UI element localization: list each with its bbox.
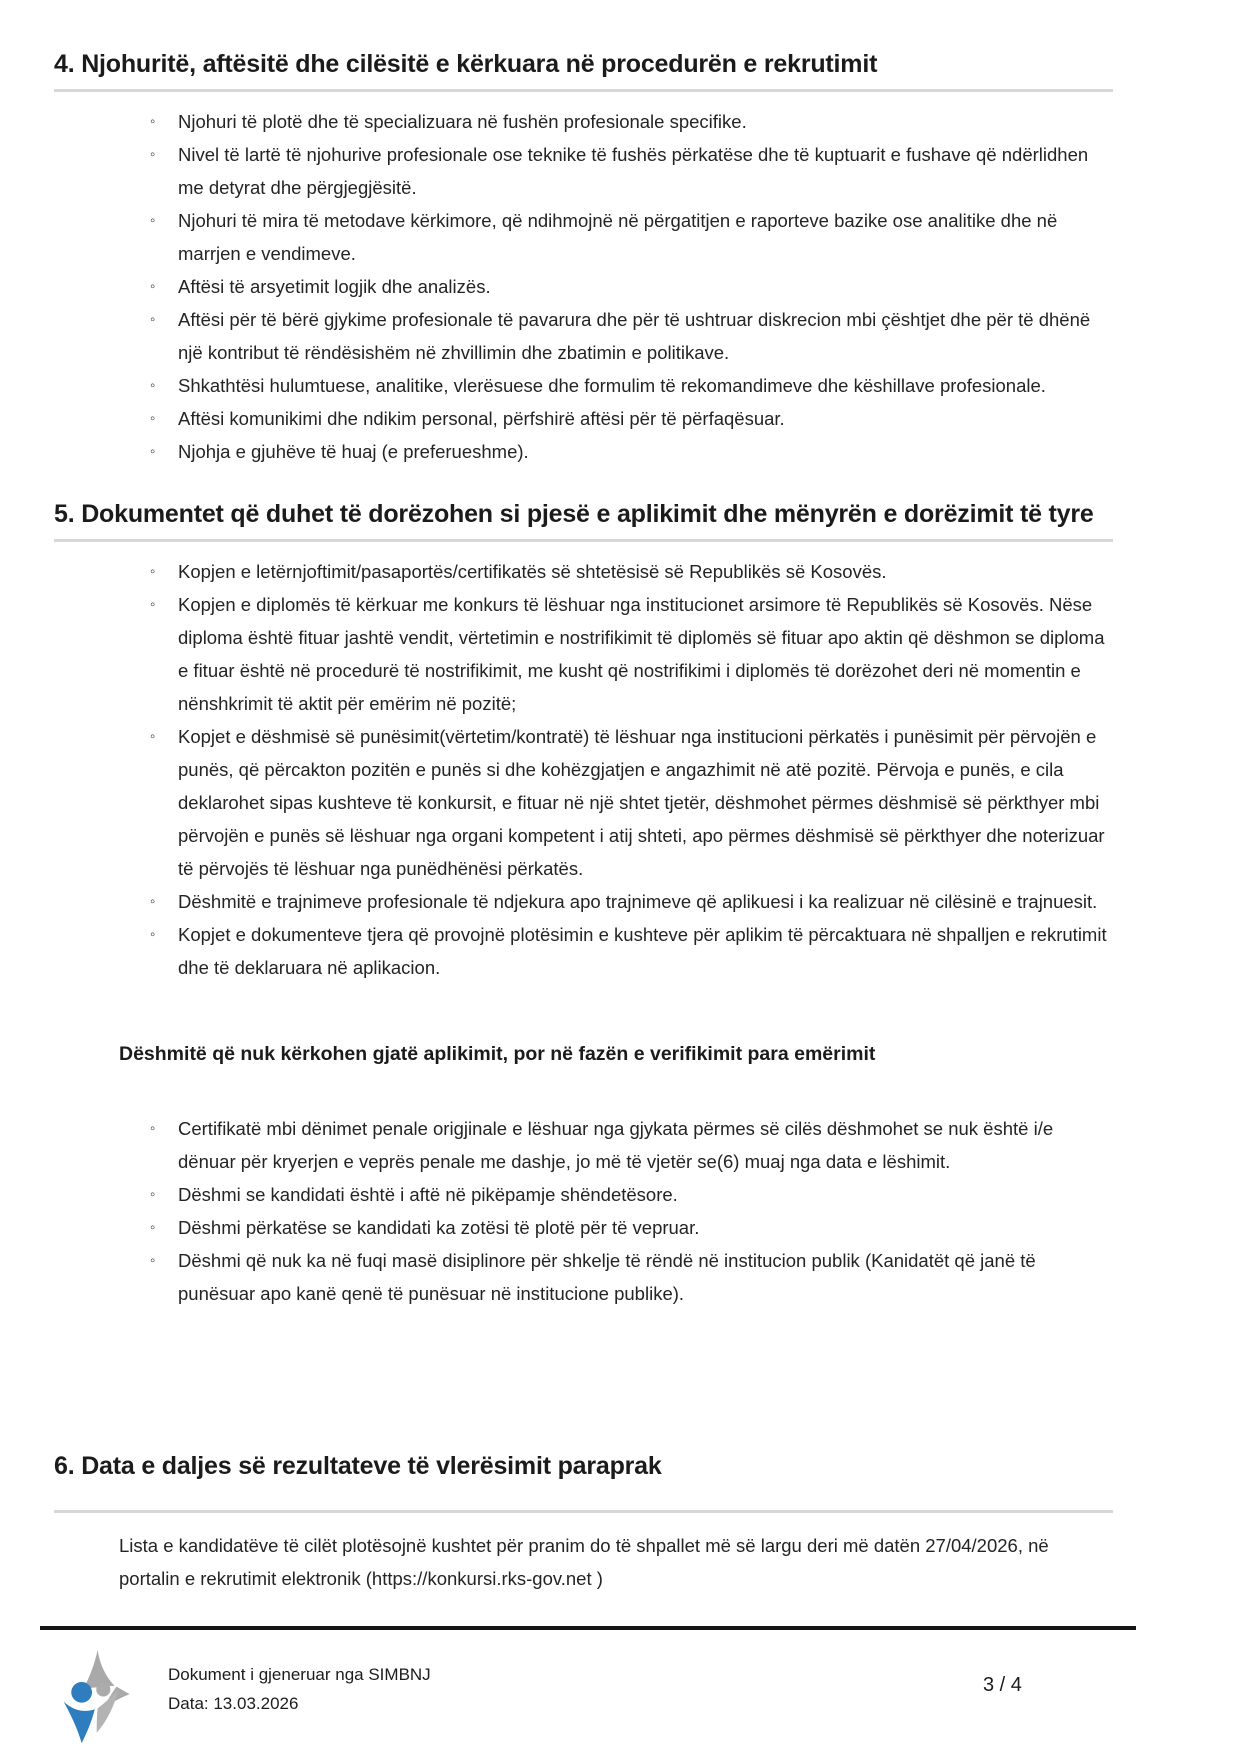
heading-divider	[54, 539, 1113, 542]
bullet-list	[54, 105, 1113, 468]
footer-divider	[40, 1626, 1136, 1630]
bullet-marker-icon: ◦	[150, 926, 156, 943]
section-knowledge-skills	[54, 46, 1113, 468]
bullet-item	[54, 918, 1113, 984]
bullet-marker-icon: ◦	[150, 1186, 156, 1203]
heading-divider	[54, 89, 1113, 92]
section-documents	[54, 496, 1113, 1310]
section-heading: 5. Dokumentet që duhet të dorëzohen si pjesë e aplikimit dhe mënyrën e dorëzimit të tyre	[54, 500, 1094, 528]
footer-row	[0, 1648, 1241, 1746]
bullet-marker-icon: ◦	[150, 311, 156, 328]
bullet-item	[54, 588, 1113, 720]
bullet-marker-icon: ◦	[150, 146, 156, 163]
bullet-list	[54, 555, 1113, 984]
bullet-text: Shkathtësi hulumtuese, analitike, vlerësuese dhe formulim të rekomandimeve dhe këshillave profesionale.	[178, 375, 1046, 396]
bullet-marker-icon: ◦	[150, 1252, 156, 1269]
bullet-text: Kopjet e dokumenteve tjera që provojnë plotësimin e kushteve për aplikim të përcaktuara në shpalljen e rekrutimit dhe të deklaruara në aplikacion.	[178, 924, 1107, 978]
bullet-item	[54, 369, 1113, 402]
bullet-text: Dëshmi përkatëse se kandidati ka zotësi të plotë për të vepruar.	[178, 1217, 700, 1238]
bullet-item	[54, 270, 1113, 303]
bullet-text: Certifikatë mbi dënimet penale origjinale e lëshuar nga gjykata përmes së cilës dëshmohet se nuk është i/e dënuar për kryerjen e veprës penale me dashje, jo më të vjetër se(6) muaj nga data e lëshimit.	[178, 1118, 1054, 1172]
verification-bullet-list	[54, 1112, 1113, 1310]
bullet-marker-icon: ◦	[150, 113, 156, 130]
bullet-text: Kopjet e dëshmisë së punësimit(vërtetim/kontratë) të lëshuar nga institucioni përkatës i punësimit për përvojën e punës, që përcakton pozitën e punës si dhe kohëzgjatjen e angazhimit në atë pozitë. Përvoja e punës, e cila deklarohet sipas kushteve të konkursit, e fituar në një shtet tjetër, dëshmohet përmes dëshmisë së përkthyer mbi përvojën e punës së lëshuar nga organi kompetent i atij shteti, apo përmes dëshmisë së përkthyer dhe noterizuar të përvojës të lëshuar nga punëdhënësi përkatës.	[178, 726, 1105, 879]
bullet-text: Aftësi për të bërë gjykime profesionale të pavarura dhe për të ushtruar diskrecion mbi çështjet dhe për të dhënë një kontribut të rëndësishëm në zhvillimin dhe zbatimin e politikave.	[178, 309, 1091, 363]
bullet-item	[54, 204, 1113, 270]
bullet-item	[54, 105, 1113, 138]
bullet-item	[54, 435, 1113, 468]
bullet-marker-icon: ◦	[150, 893, 156, 910]
bullet-item	[54, 555, 1113, 588]
bullet-text: Aftësi komunikimi dhe ndikim personal, përfshirë aftësi për të përfaqësuar.	[178, 408, 785, 429]
bullet-text: Dëshmi se kandidati është i aftë në pikëpamje shëndetësore.	[178, 1184, 678, 1205]
bullet-text: Nivel të lartë të njohurive profesionale ose teknike të fushës përkatëse dhe të kuptuarit e fushave që ndërlidhen me detyrat dhe përgjegjësitë.	[178, 144, 1089, 198]
bullet-item	[54, 1178, 1113, 1211]
section-heading: 6. Data e daljes së rezultateve të vlerësimit paraprak	[54, 1452, 662, 1480]
bullet-item	[54, 138, 1113, 204]
bullet-item	[54, 885, 1113, 918]
bullet-marker-icon: ◦	[150, 377, 156, 394]
simbnj-logo	[54, 1648, 130, 1746]
bullet-text: Njohja e gjuhëve të huaj (e preferueshme).	[178, 441, 529, 462]
bullet-item	[54, 1244, 1113, 1310]
bullet-text: Njohuri të mira të metodave kërkimore, që ndihmojnë në përgatitjen e raporteve bazike ose analitike dhe në marrjen e vendimeve.	[178, 210, 1058, 264]
bullet-marker-icon: ◦	[150, 410, 156, 427]
bullet-text: Kopjen e letërnjoftimit/pasaportës/certifikatës së shtetësisë së Republikës së Kosovës.	[178, 561, 887, 582]
bullet-marker-icon: ◦	[150, 278, 156, 295]
bullet-marker-icon: ◦	[150, 596, 156, 613]
bullet-marker-icon: ◦	[150, 1219, 156, 1236]
bullet-text: Kopjen e diplomës të kërkuar me konkurs të lëshuar nga institucionet arsimore të Republikës së Kosovës. Nëse diploma është fituar jashtë vendit, vërtetimin e nostrifikimit të diplomës së fituar apo aktin që dëshmon se diploma e fituar është në procedurë të nostrifikimit, me kusht që nostrifikimi i diplomës të dorëzohet deri në momentin e nënshkrimit të aktit për emërim në pozitë;	[178, 594, 1105, 714]
bullet-text: Dëshmi që nuk ka në fuqi masë disiplinore për shkelje të rëndë në institucion publik (Kanidatët që janë të punësuar apo kanë qenë të punësuar në institucione publike).	[178, 1250, 1036, 1304]
bullet-item	[54, 402, 1113, 435]
bullet-text: Njohuri të plotë dhe të specializuara në fushën profesionale specifike.	[178, 111, 747, 132]
verification-subheading: Dëshmitë që nuk kërkohen gjatë aplikimit, por në fazën e verifikimit para emërimit	[119, 1043, 876, 1065]
bullet-text: Aftësi të arsyetimit logjik dhe analizës.	[178, 276, 491, 297]
bullet-marker-icon: ◦	[150, 443, 156, 460]
footer-generated-by: Dokument i gjeneruar nga SIMBNJ	[168, 1665, 431, 1684]
page-footer	[0, 1626, 1241, 1746]
bullet-marker-icon: ◦	[150, 1120, 156, 1137]
footer-date: Data: 13.03.2026	[168, 1694, 299, 1713]
page-number: 3 / 4	[983, 1674, 1022, 1696]
result-date-paragraph: Lista e kandidatëve të cilët plotësojnë kushtet për pranim do të shpallet më së largu deri më datën 27/04/2026, në portalin e rekrutimit elektronik (https://konkursi.rks-gov.net )	[119, 1535, 1049, 1589]
bullet-item	[54, 1211, 1113, 1244]
bullet-marker-icon: ◦	[150, 563, 156, 580]
footer-text-block	[168, 1648, 431, 1718]
bullet-item	[54, 720, 1113, 885]
bullet-text: Dëshmitë e trajnimeve profesionale të ndjekura apo trajnimeve që aplikuesi i ka realizuar në cilësinë e trajnuesit.	[178, 891, 1098, 912]
section-results-date	[54, 1448, 1113, 1595]
bullet-item	[54, 1112, 1113, 1178]
bullet-marker-icon: ◦	[150, 212, 156, 229]
bullet-item	[54, 303, 1113, 369]
bullet-marker-icon: ◦	[150, 728, 156, 745]
section-heading: 4. Njohuritë, aftësitë dhe cilësitë e kërkuara në procedurën e rekrutimit	[54, 50, 878, 78]
heading-divider	[54, 1510, 1113, 1513]
